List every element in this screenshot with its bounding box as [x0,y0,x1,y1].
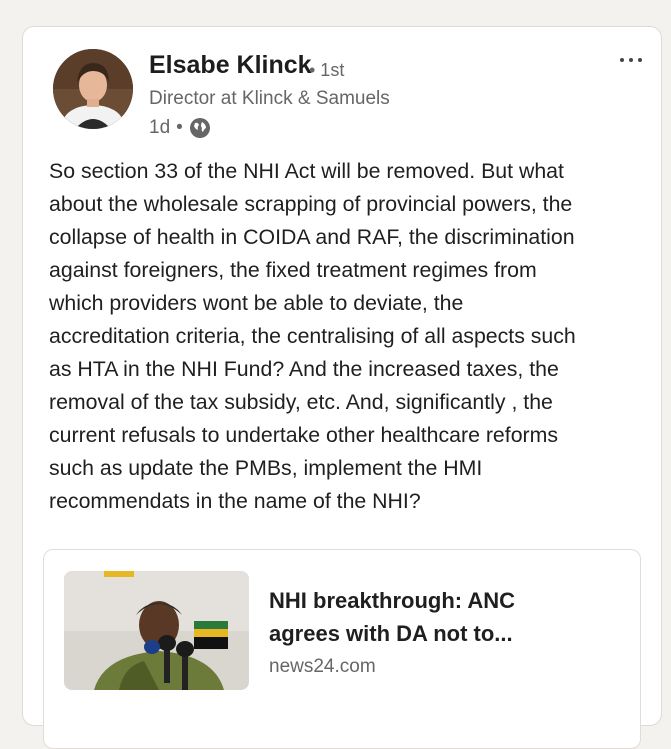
post-text-line: which providers wont be able to deviate, the [49,291,464,315]
post-text [49,155,649,518]
more-horizontal-icon [620,58,642,62]
author-avatar[interactable] [53,49,133,129]
article-source: news24.com [269,656,376,677]
avatar-photo [53,49,133,129]
post-text-line: collapse of health in COIDA and RAF, the discrimination [49,225,575,249]
post-text-line: recommendats in the name of the NHI? [49,489,421,513]
post-text-line: So section 33 of the NHI Act will be removed. But what [49,159,564,183]
more-options-button[interactable] [611,45,651,75]
globe-icon [189,117,211,139]
meta-separator: • [176,117,183,138]
author-headline: Director at Klinck & Samuels [149,88,390,109]
post-text-line: as HTA in the NHI Fund? And the increased taxes, the [49,357,559,381]
post-text-line: removal of the tax subsidy, etc. And, significantly , the [49,390,553,414]
article-thumbnail[interactable] [64,571,249,690]
article-thumbnail-image [64,571,249,690]
post-text-line: current refusals to undertake other healthcare reforms [49,423,559,447]
post-text-line: against foreigners, the fixed treatment regimes from [49,258,537,282]
post-text-line: accreditation criteria, the centralising of all aspects such [49,324,576,348]
author-name[interactable]: Elsabe Klinck [149,51,312,79]
post-meta [149,117,211,139]
connection-degree: • 1st [309,60,345,80]
post-text-line: such as update the PMBs, implement the HMI [49,456,483,480]
post-card [22,26,662,726]
article-title[interactable] [269,584,599,650]
post-text-line: about the wholesale scrapping of provincial powers, the [49,192,573,216]
article-title-line: agrees with DA not to... [269,621,513,646]
article-link-card[interactable] [43,549,641,749]
post-time: 1d [149,117,171,138]
article-title-line: NHI breakthrough: ANC [269,588,516,613]
